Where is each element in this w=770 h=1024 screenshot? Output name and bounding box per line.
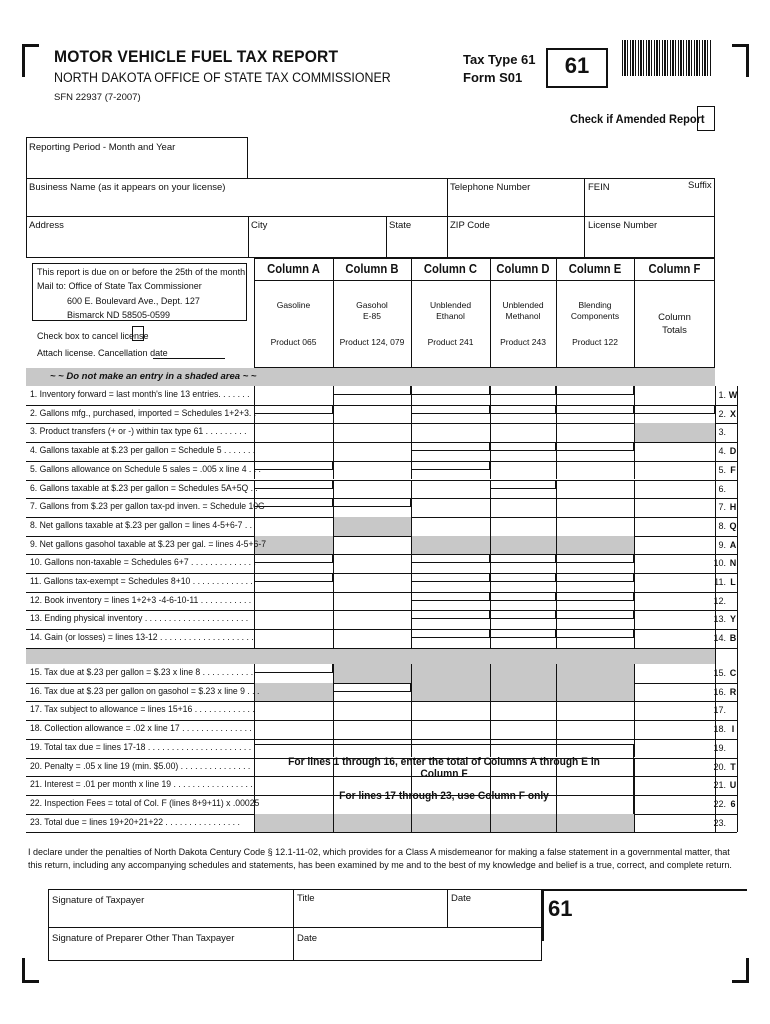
column-header-divider [254,280,715,281]
line-10-col-b[interactable] [333,554,411,573]
line-13-col-a[interactable] [254,610,333,629]
line-number: 3. [718,427,726,438]
entry-box[interactable] [254,554,333,563]
line-8-col-b [333,517,411,536]
line-label: 22. Inspection Fees = total of Col. F (lines 8+9+11) x .00025 [30,797,260,808]
line-3-col-b[interactable] [333,423,411,442]
line-20-col-a[interactable] [254,758,333,777]
entry-box[interactable] [411,461,490,470]
column-b-header: Column B [345,262,399,276]
form-number: 61 [564,53,590,78]
line-20-col-c[interactable] [411,758,490,777]
entry-box[interactable] [556,592,634,601]
line-17-col-d[interactable] [490,701,556,720]
form-title: MOTOR VEHICLE FUEL TAX REPORT [54,47,339,66]
signature-divider [48,927,542,928]
line-number: 17. [713,705,726,716]
column-d-sub1: Unblended [502,300,544,310]
line-number: 14. [713,633,726,644]
line-label: 21. Interest = .01 per month x line 19 . . . . . . . . . . . . . . . . . [30,779,253,790]
entry-box[interactable] [254,573,333,582]
line-19-col-d[interactable] [490,739,556,758]
entry-box[interactable] [556,573,634,582]
line-23-col-f[interactable] [634,814,715,833]
line-1-col-a[interactable] [254,386,333,405]
line-18-col-f[interactable] [634,720,715,739]
line-code: H [729,502,737,513]
line-code: D [729,446,737,457]
line-label: 23. Total due = lines 19+20+21+22 . . . . . . . . . . . . . . . . [30,816,240,827]
entry-box[interactable] [411,554,490,563]
entry-box[interactable] [556,629,634,638]
line-8-col-d[interactable] [490,517,556,536]
line-18-col-a[interactable] [254,720,333,739]
line-3-col-f [634,423,715,442]
column-c-sub1: Unblended [429,300,472,310]
mail-to: Mail to: Office of State Tax Commissioner [37,281,202,291]
line-number: 18. [713,724,726,735]
line-label: 12. Book inventory = lines 1+2+3 -4-6-10-11 . . . . . . . . . . . [30,594,252,605]
note-lines-1-16: For lines 1 through 16, enter the total of Columns A through E in Column F [288,756,600,780]
entry-box[interactable] [254,498,333,507]
row-rule [26,648,737,649]
reporting-period-label: Reporting Period - Month and Year [29,142,176,153]
line-15-col-f[interactable] [634,664,715,683]
line-17-col-f[interactable] [634,701,715,720]
line-number: 19. [713,742,726,753]
entry-box[interactable] [411,386,490,395]
line-8-col-c[interactable] [411,517,490,536]
column-d-product [490,300,556,322]
info-grid-vline [386,216,387,258]
line-15-col-c [411,664,490,683]
line-5-col-b[interactable] [333,461,411,480]
line-19-col-a[interactable] [254,739,333,758]
line-14-col-f[interactable] [634,629,715,648]
line-number: 15. [713,668,726,678]
info-grid-vline [248,216,249,258]
info-grid-vline [584,178,585,258]
entry-box[interactable] [411,405,490,414]
line-9-col-c [411,536,490,555]
line-6-col-b[interactable] [333,480,411,499]
line-number: 11. [714,577,726,587]
amended-label: Check if Amended Report [570,112,705,126]
line-21-col-e[interactable] [556,776,634,795]
entry-box[interactable] [490,629,556,638]
line-2-col-b[interactable] [333,405,411,424]
column-c-product [411,300,490,322]
line-label: 1. Inventory forward = last month's line 13 entries. . . . . . . [30,389,250,399]
line-number: 13. [713,614,726,625]
line-code: F [730,464,736,475]
line-6-col-c[interactable] [411,480,490,499]
address-label: Address [29,220,64,231]
line-9-col-f[interactable] [634,536,715,555]
column-c-header: Column C [423,262,478,276]
line-22-col-c[interactable] [411,795,490,814]
column-e-sub2: Components [570,311,620,321]
line-21-col-d[interactable] [490,776,556,795]
line-7-col-c[interactable] [411,498,490,517]
line-16-col-a [254,683,333,702]
corner-mark-top-left [22,44,39,77]
line-label: 17. Tax subject to allowance = lines 15+16 . . . . . . . . . . . . . [30,704,255,715]
line-17-col-b[interactable] [333,701,411,720]
line-22-col-f[interactable] [634,795,715,814]
line-number: 23. [713,817,726,828]
line-number: 8. [718,520,726,531]
line-18-col-e[interactable] [556,720,634,739]
line-22-col-b[interactable] [333,795,411,814]
line-5-col-e[interactable] [556,461,634,480]
line-13-col-f[interactable] [634,610,715,629]
line-code: U [729,780,737,791]
entry-box[interactable] [333,683,411,692]
entry-box[interactable] [556,386,634,395]
line-20-col-b[interactable] [333,758,411,777]
line-14-col-b[interactable] [333,629,411,648]
line-number: 6. [718,483,726,494]
entry-box[interactable] [254,480,333,489]
line-6-col-e[interactable] [556,480,634,499]
line-code: A [729,539,737,550]
line-label: 8. Net gallons taxable at $.23 per gallon = lines 4-5+6-7 . . [30,519,253,530]
line-22-col-e[interactable] [556,795,634,814]
column-f-sub2: Totals [662,325,687,336]
column-e-product [556,300,634,322]
row-rule [26,832,737,833]
line-20-col-f[interactable] [634,758,715,777]
signature-vline [293,889,294,961]
line-4-col-b[interactable] [333,442,411,461]
line-4-col-f[interactable] [634,442,715,461]
entry-box[interactable] [333,386,411,395]
line-7-col-f[interactable] [634,498,715,517]
line-3-col-e[interactable] [556,423,634,442]
line-10-col-f[interactable] [634,554,715,573]
barcode [622,40,712,76]
entry-box[interactable] [490,573,556,582]
corner-mark-top-right [732,44,749,77]
line-19-col-c[interactable] [411,739,490,758]
line-number: 7. [718,502,726,513]
line-8-col-f[interactable] [634,517,715,536]
column-b-sub1: Gasohol [356,300,388,310]
line-number: 16. [713,686,726,697]
line-number: 2. [718,408,726,419]
line-number: 21. [713,780,726,791]
line-19-col-b[interactable] [333,739,411,758]
entry-box[interactable] [490,442,556,451]
zip-label: ZIP Code [450,220,490,231]
line-22-col-d[interactable] [490,795,556,814]
column-c-product-code: Product 241 [427,337,474,347]
entry-box[interactable] [254,664,333,673]
line-22-col-a[interactable] [254,795,333,814]
line-11-col-b[interactable] [333,573,411,592]
line-21-col-f[interactable] [634,776,715,795]
line-17-col-c[interactable] [411,701,490,720]
line-3-col-a[interactable] [254,423,333,442]
line-code: W [728,390,738,400]
entry-box[interactable] [490,592,556,601]
line-23-col-c [411,814,490,833]
line-code: 6 [730,798,736,809]
line-label: 2. Gallons mfg., purchased, imported = Schedules 1+2+3. . [30,407,257,418]
entry-box[interactable] [490,386,556,395]
entry-box[interactable] [490,405,556,414]
separator-band [26,648,715,664]
line-label: 10. Gallons non-taxable = Schedules 6+7 . . . . . . . . . . . . . . [30,557,256,568]
line-15-col-b [333,664,411,683]
entry-box[interactable] [490,610,556,619]
entry-box[interactable] [411,573,490,582]
line-12-col-a[interactable] [254,592,333,611]
suffix-label: Suffix [688,180,712,191]
line-4-col-a[interactable] [254,442,333,461]
line-number: 5. [718,464,726,475]
line-21-col-b[interactable] [333,776,411,795]
line-code: I [731,724,735,735]
line-18-col-b[interactable] [333,720,411,739]
line-code: R [729,686,737,697]
column-e-header: Column E [568,262,622,276]
line-9-col-d [490,536,556,555]
due-date-note: This report is due on or before the 25th of the month [37,267,246,277]
line-6-col-f[interactable] [634,480,715,499]
fein-label: FEIN [588,182,610,193]
column-d-product-code: Product 243 [500,337,546,347]
line-label: 4. Gallons taxable at $.23 per gallon = Schedule 5 . . . . . . . [30,445,256,456]
column-b-product-code: Product 124, 079 [339,337,405,347]
info-grid-divider [26,216,715,217]
entry-box[interactable] [411,442,490,451]
column-a-product-code: Product 065 [270,337,317,347]
line-number: 20. [713,761,726,772]
line-code: B [729,633,737,644]
line-20-col-d[interactable] [490,758,556,777]
city-label: City [251,220,268,231]
line-9-col-e [556,536,634,555]
cancellation-date-line[interactable] [153,358,225,359]
info-grid-vline [447,178,448,258]
line-7-col-d[interactable] [490,498,556,517]
line-label: 19. Total tax due = lines 17-18 . . . . . . . . . . . . . . . . . . . . . . [30,741,252,752]
form-number-corner [542,889,747,941]
line-20-col-e[interactable] [556,758,634,777]
line-13-col-b[interactable] [333,610,411,629]
line-16-col-d [490,683,556,702]
column-a-header: Column A [267,262,320,276]
line-code: Q [729,520,737,531]
amended-checkbox[interactable] [697,106,715,131]
business-name-label: Business Name (as it appears on your license) [29,182,226,193]
column-d-sub2: Methanol [505,311,541,321]
column-e-sub1: Blending [578,300,612,310]
mail-address-2: Bismarck ND 58505-0599 [67,310,171,320]
entry-box[interactable] [490,480,556,489]
cancel-license-label: Check box to cancel license [37,331,149,341]
line-1-col-f[interactable] [634,386,715,405]
corner-mark-bottom-left [22,958,39,983]
line-21-col-a[interactable] [254,776,333,795]
line-label: 13. Ending physical inventory . . . . . . . . . . . . . . . . . . . . . . [30,613,249,624]
column-b-product [333,300,411,322]
entry-box[interactable] [634,405,715,414]
line-16-col-f[interactable] [634,683,715,702]
line-code: X [729,408,736,419]
cancel-license-checkbox[interactable] [132,326,144,341]
line-23-col-d [490,814,556,833]
line-3-col-d[interactable] [490,423,556,442]
line-15-col-d [490,664,556,683]
line-18-col-c[interactable] [411,720,490,739]
column-f-sub1: Column [658,312,691,323]
column-a-sub: Gasoline [276,300,311,310]
entry-box[interactable] [411,610,490,619]
line-8-col-e[interactable] [556,517,634,536]
column-a-product [254,300,333,311]
column-b-sub2: E-85 [363,311,381,321]
line-label: 11. Gallons tax-exempt = Schedules 8+10 . . . . . . . . . . . . . [30,576,253,586]
line-code: T [730,761,736,772]
license-label: License Number [588,220,658,231]
line-15-col-e [556,664,634,683]
line-5-col-d[interactable] [490,461,556,480]
line-9-col-b[interactable] [333,536,411,555]
agency-name: NORTH DAKOTA OFFICE OF STATE TAX COMMISSIONER [54,70,391,85]
line-17-col-e[interactable] [556,701,634,720]
cancellation-date-label: Attach license. Cancellation date [37,348,168,358]
date-label-2[interactable]: Date [297,933,318,944]
line-11-col-f[interactable] [634,573,715,592]
column-d-header: Column D [496,262,550,276]
entry-box[interactable] [556,610,634,619]
entry-box[interactable] [556,442,634,451]
line-code: Y [729,614,736,625]
entry-box[interactable] [333,498,411,507]
title-label[interactable]: Title [297,893,315,904]
entry-box[interactable] [556,554,634,563]
shaded-area-note: ~ ~ Do not make an entry in a shaded area ~ ~ [50,371,257,382]
line-label: 6. Gallons taxable at $.23 per gallon = Schedules 5A+5Q . . [30,482,258,493]
signature-taxpayer-label[interactable]: Signature of Taxpayer [52,895,145,906]
line-label: 9. Net gallons gasohol taxable at $.23 per gal. = lines 4-5+6-7 [30,538,267,549]
entry-box[interactable] [411,629,490,638]
line-label: 7. Gallons from $.23 per gallon tax-pd inven. = Schedule 10G [30,501,265,512]
line-19-col-e[interactable] [556,739,634,758]
line-16-col-c [411,683,490,702]
line-number: 12. [713,595,726,606]
line-number: 1. [718,390,726,400]
line-23-col-a [254,814,333,833]
line-12-col-f[interactable] [634,592,715,611]
line-16-col-e [556,683,634,702]
entry-box[interactable] [411,592,490,601]
entry-box[interactable] [490,554,556,563]
form-code: Form S01 [463,70,523,85]
line-18-col-d[interactable] [490,720,556,739]
signature-preparer-label[interactable]: Signature of Preparer Other Than Taxpayer [52,933,235,944]
line-label: 15. Tax due at $.23 per gallon = $.23 x line 8 . . . . . . . . . . . [30,667,254,677]
line-8-col-a[interactable] [254,517,333,536]
telephone-label: Telephone Number [450,182,531,193]
line-7-col-e[interactable] [556,498,634,517]
column-e-product-code: Product 122 [572,337,618,347]
column-c-sub2: Ethanol [436,311,465,321]
column-f-totals [634,311,715,337]
sfn-number: SFN 22937 (7-2007) [54,92,141,103]
line-code: L [730,577,736,587]
line-label: 16. Tax due at $.23 per gallon on gasohol = $.23 x line 9 . . . [30,685,260,696]
line-label: 18. Collection allowance = .02 x line 17 . . . . . . . . . . . . . . . [30,723,252,734]
state-label: State [389,220,412,231]
entry-box[interactable] [254,405,333,414]
line-number: 10. [713,558,726,569]
line-5-col-f[interactable] [634,461,715,480]
line-23-col-b [333,814,411,833]
declaration-text: I declare under the penalties of North Dakota Century Code § 12.1-11-02, which provides for a Class A misdemeanor for making a false statement in a governmental matter, that this return, including any accompanying schedules and statements, has been examined by me and to the best of my knowledge and belief is a true, correct, and complete return. [28,847,732,870]
line-label: 3. Product transfers (+ or -) within tax type 61 . . . . . . . . . [30,426,247,437]
line-23-col-e [556,814,634,833]
line-17-col-a[interactable] [254,701,333,720]
line-label: 20. Penalty = .05 x line 19 (min. $5.00) . . . . . . . . . . . . . . . [30,760,251,771]
line-number: 4. [718,446,726,457]
tax-type: Tax Type 61 [463,52,536,67]
line-14-col-a[interactable] [254,629,333,648]
corner-mark-bottom-right [732,958,749,983]
column-f-header: Column F [648,262,701,276]
footer-form-number: 61 [548,896,573,921]
line-21-col-c[interactable] [411,776,490,795]
entry-box[interactable] [556,405,634,414]
line-label: 5. Gallons allowance on Schedule 5 sales = .005 x line 4 . . . [30,463,261,474]
line-code: C [729,668,737,678]
signature-vline [447,889,448,927]
entry-box[interactable] [254,461,333,470]
line-12-col-b[interactable] [333,592,411,611]
line-label: 14. Gain (or losses) = lines 13-12 . . . . . . . . . . . . . . . . . . . . [30,632,254,643]
date-label-1[interactable]: Date [451,893,472,904]
mail-address-1: 600 E. Boulevard Ave., Dept. 127 [67,296,200,306]
line-19-col-f[interactable] [634,739,715,758]
line-number: 22. [713,798,726,809]
line-number: 9. [718,539,726,550]
line-code: N [729,558,737,569]
note-lines-17-23: For lines 17 through 23, use Column F only [339,790,549,802]
line-3-col-c[interactable] [411,423,490,442]
